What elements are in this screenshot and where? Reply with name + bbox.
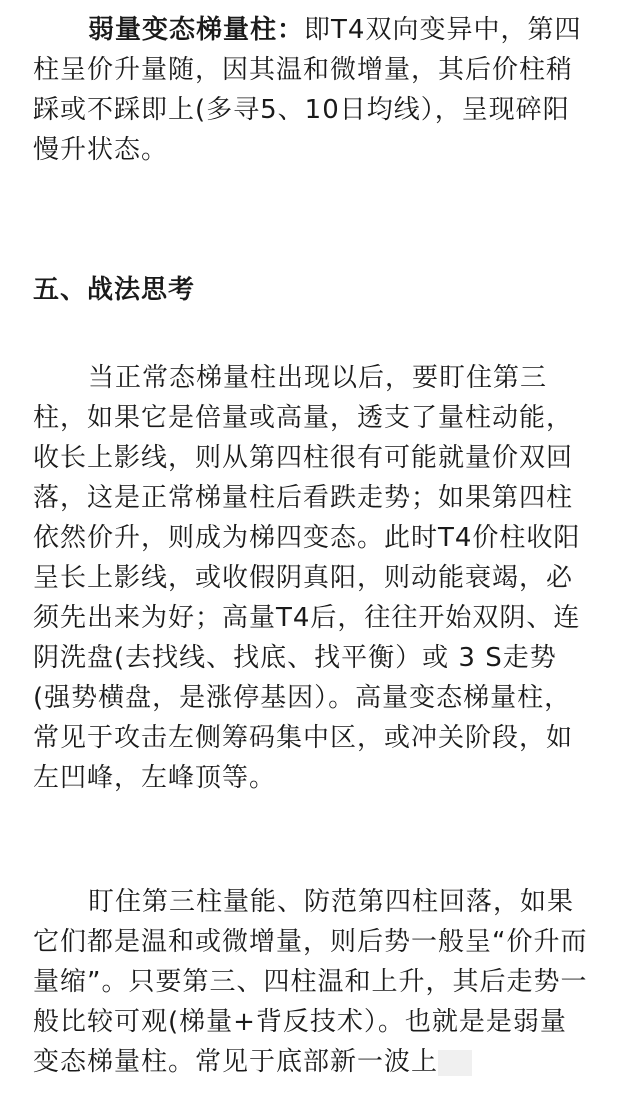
paragraph-line: 慢升状态。 bbox=[33, 135, 169, 165]
paragraph-line: 柱呈价升量随，因其温和微增量，其后价柱稍 bbox=[33, 55, 574, 85]
paragraph-line: 般比较可观(梯量+背反技术）。也就是是弱量 bbox=[33, 1007, 567, 1037]
paragraph-watch-third-bar bbox=[33, 882, 613, 1082]
paragraph-text: 即T4双向变异中，第四 bbox=[304, 15, 582, 45]
paragraph-line: 量缩”。只要第三、四柱温和上升，其后走势一 bbox=[33, 967, 588, 997]
paragraph-line: 左凹峰，左峰顶等。 bbox=[33, 763, 277, 793]
paragraph-weak-volume bbox=[33, 10, 613, 170]
bold-term: 弱量变态梯量柱： bbox=[88, 15, 305, 45]
paragraph-line: 依然价升，则成为梯四变态。此时T4价柱收阳 bbox=[33, 523, 581, 553]
paragraph-line: 当正常态梯量柱出现以后，要盯住第三 bbox=[88, 363, 548, 393]
paragraph-line: 它们都是温和或微增量，则后势一般呈“价升而 bbox=[33, 927, 588, 957]
paragraph-line: 呈长上影线，或收假阴真阳，则动能衰竭，必 bbox=[33, 563, 574, 593]
paragraph-line: 阴洗盘(去找线、找底、找平衡）或 3 S走势 bbox=[33, 643, 557, 673]
paragraph-line: 须先出来为好；高量T4后，往往开始双阴、连 bbox=[33, 603, 581, 633]
paragraph-line: 盯住第三柱量能、防范第四柱回落，如果 bbox=[88, 887, 575, 917]
paragraph-line: (强势横盘，是涨停基因）。高量变态梯量柱， bbox=[33, 683, 572, 713]
section-heading: 五、战法思考 bbox=[33, 275, 196, 305]
paragraph-line: 柱，如果它是倍量或高量，透支了量柱动能， bbox=[33, 403, 574, 433]
paragraph-line: 收长上影线，则从第四柱很有可能就量价双回 bbox=[33, 443, 574, 473]
paragraph-strategy bbox=[33, 358, 613, 798]
paragraph-line: 常见于攻击左侧筹码集中区，或冲关阶段，如 bbox=[33, 723, 574, 753]
paragraph-text: 变态梯量柱。常见于底部新一波上 bbox=[33, 1047, 439, 1077]
paragraph-line: 落，这是正常梯量柱后看跌走势；如果第四柱 bbox=[33, 483, 574, 513]
text-cutoff-mask bbox=[438, 1050, 472, 1076]
paragraph-line: 踩或不踩即上(多寻5、10日均线），呈现碎阳 bbox=[33, 95, 570, 125]
